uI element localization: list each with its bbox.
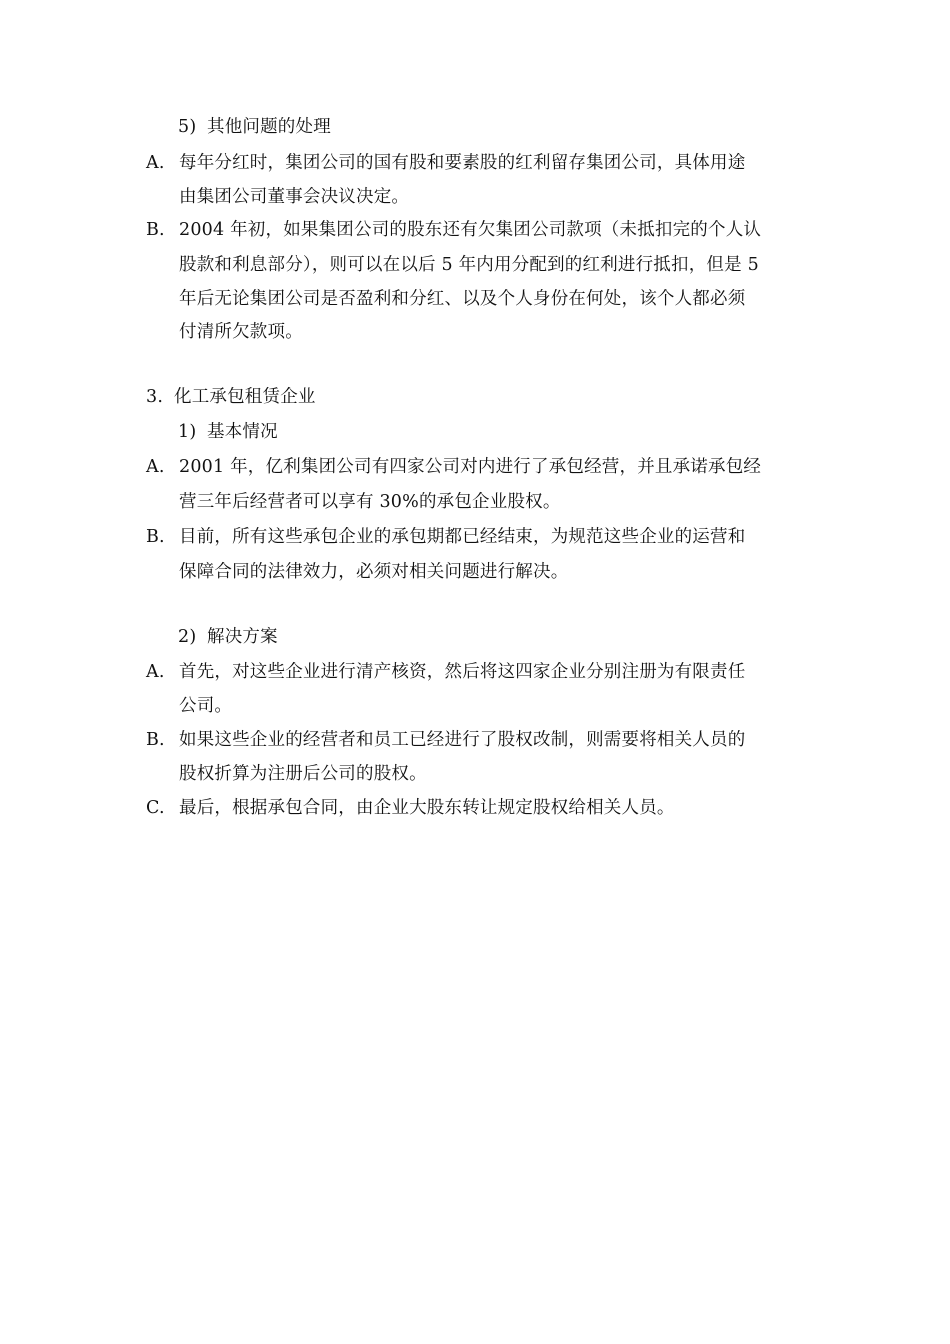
list-item-text-line: 股款和利息部分），则可以在以后 5 年内用分配到的红利进行抵扣，但是 5: [179, 255, 759, 275]
list-item-text-line: 股权折算为注册后公司的股权。: [179, 764, 427, 784]
subsection-title: 其他问题的处理: [207, 117, 331, 137]
section-title: 化工承包租赁企业: [174, 387, 316, 407]
list-item-marker: B.: [146, 730, 165, 750]
list-item-text-line: 目前，所有这些承包企业的承包期都已经结束，为规范这些企业的运营和: [179, 527, 746, 547]
list-item-text-line: 营三年后经营者可以享有 30%的承包企业股权。: [179, 492, 561, 512]
subsection-marker: 2): [178, 627, 197, 647]
list-item-marker: A.: [146, 153, 165, 173]
list-item-marker: C.: [146, 798, 165, 818]
list-item-text-line: 付清所欠款项。: [179, 322, 303, 342]
list-item-marker: B.: [146, 527, 165, 547]
list-item-marker: B.: [146, 220, 165, 240]
subsection-title: 基本情况: [207, 422, 278, 442]
subsection-marker: 1): [178, 422, 197, 442]
list-item-text-line: 由集团公司董事会决议决定。: [179, 187, 410, 207]
list-item-marker: A.: [146, 662, 165, 682]
list-item-text-line: 保障合同的法律效力，必须对相关问题进行解决。: [179, 562, 569, 582]
list-item-text-line: 最后，根据承包合同，由企业大股东转让规定股权给相关人员。: [179, 798, 675, 818]
section-marker: 3.: [146, 387, 164, 407]
subsection-marker: 5): [178, 117, 197, 137]
list-item-text-line: 每年分红时，集团公司的国有股和要素股的红利留存集团公司，具体用途: [179, 153, 746, 173]
list-item-text-line: 如果这些企业的经营者和员工已经进行了股权改制，则需要将相关人员的: [179, 730, 746, 750]
list-item-text-line: 2004 年初，如果集团公司的股东还有欠集团公司款项（未抵扣完的个人认: [179, 220, 762, 240]
list-item-marker: A.: [146, 457, 165, 477]
list-item-text-line: 年后无论集团公司是否盈利和分红、以及个人身份在何处，该个人都必须: [179, 289, 746, 309]
subsection-title: 解决方案: [207, 627, 278, 647]
list-item-text-line: 首先，对这些企业进行清产核资，然后将这四家企业分别注册为有限责任: [179, 662, 746, 682]
list-item-text-line: 公司。: [179, 696, 233, 716]
list-item-text-line: 2001 年，亿利集团公司有四家公司对内进行了承包经营，并且承诺承包经: [179, 457, 762, 477]
